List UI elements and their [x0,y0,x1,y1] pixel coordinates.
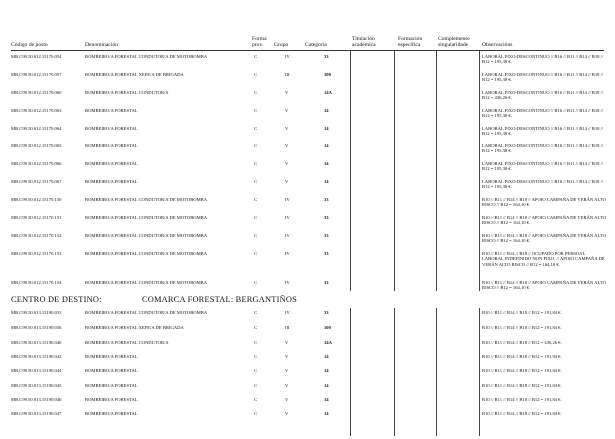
row-grupo: IV [285,215,290,220]
row-code: MR.C99.50.012.15170.154 [11,280,62,285]
row-categoria: 14 [324,368,329,373]
row-forma: C [254,280,258,285]
row-forma: C [254,397,258,402]
row-code: MR.C99.50.013.15190.033 [11,310,62,315]
row-categoria: 33 [324,251,329,256]
row-denominacion: BOMBEIRO/A FORESTAL [85,161,138,166]
row-grupo: IV [285,54,290,59]
column-rule [394,51,395,291]
header-observacions: Observacións [482,42,513,48]
row-denominacion: BOMBEIRO/A FORESTAL CONDUTOR/A DE MOTOBOMBA [85,251,208,256]
row-code: MR.C99.50.013.15190.047 [11,411,62,416]
row-grupo: V [285,179,289,184]
row-denominacion: BOMBEIRO/A FORESTAL CONDUTOR/A [85,340,169,345]
header-formacion: Formación específica [398,36,423,49]
row-denominacion: BOMBEIRO/A FORESTAL [85,397,138,402]
row-denominacion: BOMBEIRO/A FORESTAL [85,179,138,184]
row-categoria: 14 [324,179,329,184]
row-grupo: IV [285,251,290,256]
row-categoria: 14 [324,397,329,402]
row-code: MR.C99.50.013.15190.046 [11,397,62,402]
row-categoria: 14 [324,143,329,148]
row-forma: C [254,54,258,59]
row-grupo: V [285,354,289,359]
row-code: MR.C99.50.012.15170.152 [11,233,62,238]
row-forma: C [254,215,258,220]
row-observacions: B10 // B11 // B14 // B18 // B12 = 191,84 €. [482,354,562,359]
row-categoria: 14 [324,411,329,416]
row-observacions: B10 // B11 // B14 // B18 // OCUPADO POR PERSOAL LABORAL INDEFINIDO NON FIXO. // APOIO CAMPAÑA DE VERÁN ALTO RISCO // B12 = 164,10 €. [482,251,605,267]
row-forma: C [254,197,258,202]
row-denominacion: BOMBEIRO/A FORESTAL XEFE/A DE BRIGADA [85,72,184,77]
row-grupo: V [285,126,289,131]
row-forma: C [254,161,258,166]
row-categoria: 33 [324,54,329,59]
row-denominacion: BOMBEIRO/A FORESTAL CONDUTOR/A DE MOTOBOMBA [85,233,208,238]
row-grupo: III [285,72,290,77]
row-categoria: 33 [324,215,329,220]
row-categoria: 14 [324,126,329,131]
header-complemento: Complemento singularidade [438,36,470,49]
column-rule [436,51,437,291]
row-categoria: 33 [324,233,329,238]
row-code: MR.C99.50.012.15170.054 [11,54,62,59]
row-denominacion: BOMBEIRO/A FORESTAL [85,368,138,373]
row-observacions: B10 // B11 // B14 // B18 // B12 = 191,84 €. [482,368,562,373]
row-categoria: 14A [324,340,332,345]
row-grupo: V [285,383,289,388]
row-forma: C [254,90,258,95]
row-denominacion: BOMBEIRO/A FORESTAL [85,383,138,388]
row-code: MR.C99.50.013.15190.045 [11,383,62,388]
column-rule [479,51,480,291]
header-titulacion: Titulación académica [352,36,376,49]
row-forma: C [254,354,258,359]
row-denominacion: BOMBEIRO/A FORESTAL CONDUTOR/A DE MOTOBOMBA [85,215,208,220]
row-categoria: 33 [324,280,329,285]
row-categoria: 100 [324,72,331,77]
row-observacions: B10 // B11 // B14 // B18 // B12 = 191,84 €. [482,383,562,388]
row-denominacion: BOMBEIRO/A FORESTAL [85,143,138,148]
row-categoria: 14 [324,108,329,113]
row-categoria: 14A [324,90,332,95]
header-categoria: Categoría [305,42,327,48]
header-codigo: Código de posto [11,42,48,48]
row-observacions: B10 // B11 // B14 // B18 // B12 = 191,84 €. [482,325,562,330]
column-rule [479,308,480,436]
row-denominacion: BOMBEIRO/A FORESTAL XEFE/A DE BRIGADA [85,325,184,330]
row-grupo: III [285,325,290,330]
row-categoria: 14 [324,354,329,359]
row-categoria: 33 [324,310,329,315]
column-rule [436,308,437,436]
header-grupo: Grupo [274,42,289,48]
row-observacions: B10 // B11 // B14 // B18 // APOIO CAMPAÑA DE VERÁN ALTO RISCO // B12 = 164,10 €. [482,233,606,244]
row-observacions: B10 // B11 // B14 // B18 // APOIO CAMPAÑA DE VERÁN ALTO RISCO // B12 = 164,10 €. [482,280,606,291]
row-grupo: V [285,108,289,113]
row-observacions: B10 // B11 // B14 // B18 // APOIO CAMPAÑA DE VERÁN ALTO RISCO // B12 = 164,10 €. [482,215,606,226]
section-value: COMARCA FORESTAL: BERGANTIÑOS [142,295,297,304]
column-rule [350,308,351,436]
row-forma: C [254,310,258,315]
column-rule [394,308,395,436]
row-denominacion: BOMBEIRO/A FORESTAL CONDUTOR/A DE MOTOBOMBA [85,310,208,315]
row-observacions: B10 // B11 // B14 // B18 // APOIO CAMPAÑA DE VERÁN ALTO RISCO // B12 = 164,10 €. [482,197,606,208]
row-grupo: V [285,143,289,148]
row-grupo: V [285,368,289,373]
row-forma: C [254,126,258,131]
row-denominacion: BOMBEIRO/A FORESTAL [85,354,138,359]
row-code: MR.C99.50.012.15170.063 [11,108,62,113]
row-denominacion: BOMBEIRO/A FORESTAL [85,108,138,113]
row-categoria: 14 [324,161,329,166]
row-observacions: LABORAL FIXO-DESCONTINUO // B16 // B11 // B14 // B18 // B12 = 195,38 €. [482,54,604,65]
row-grupo: V [285,397,289,402]
row-categoria: 100 [324,325,331,330]
row-grupo: V [285,161,289,166]
row-categoria: 33 [324,197,329,202]
header-forma: Forma prov. [252,36,267,49]
row-grupo: V [285,411,289,416]
row-observacions: LABORAL FIXO-DESCONTINUO // B16 // B11 // B14 // B18 // B12 = 195,38 €. [482,108,604,119]
row-observacions: LABORAL FIXO-DESCONTINUO // B16 // B11 // B14 // B18 // B12 = 436,26 €. [482,90,604,101]
row-observacions: LABORAL FIXO-DESCONTINUO // B16 // B11 // B14 // B18 // B12 = 195,38 €. [482,143,604,154]
header-rule [11,50,604,51]
row-forma: C [254,72,258,77]
row-observacions: B10 // B11 // B14 // B18 // B12 = 436,26 €. [482,340,562,345]
row-categoria: 14 [324,383,329,388]
row-code: MR.C99.50.013.15190.036 [11,325,62,330]
row-forma: C [254,179,258,184]
row-code: MR.C99.50.012.15170.065 [11,143,62,148]
row-observacions: B10 // B11 // B14 // B18 // B12 = 191,84 €. [482,397,562,402]
row-code: MR.C99.50.013.15190.043 [11,354,62,359]
row-denominacion: BOMBEIRO/A FORESTAL [85,126,138,131]
row-code: MR.C99.50.013.15190.040 [11,340,62,345]
row-forma: C [254,108,258,113]
row-code: MR.C99.50.012.15170.067 [11,179,62,184]
row-grupo: V [285,340,289,345]
row-denominacion: BOMBEIRO/A FORESTAL CONDUTOR/A DE MOTOBOMBA [85,197,208,202]
row-grupo: IV [285,197,290,202]
row-forma: C [254,325,258,330]
row-code: MR.C99.50.013.15190.044 [11,368,62,373]
section-label: CENTRO DE DESTINO: [11,295,102,304]
row-grupo: IV [285,280,290,285]
header-denominacion: Denominación [85,42,118,48]
row-code: MR.C99.50.012.15170.066 [11,161,62,166]
row-observacions: LABORAL FIXO-DESCONTINUO // B16 // B11 // B14 // B18 // B12 = 195,38 €. [482,179,604,190]
row-grupo: IV [285,233,290,238]
row-code: MR.C99.50.012.15170.151 [11,215,62,220]
row-code: MR.C99.50.012.15170.064 [11,126,62,131]
row-grupo: IV [285,310,290,315]
row-observacions: LABORAL FIXO-DESCONTINUO // B16 // B11 // B14 // B18 // B12 = 195,38 €. [482,161,604,172]
row-forma: C [254,340,258,345]
row-code: MR.C99.50.012.15170.150 [11,197,62,202]
row-code: MR.C99.50.012.15170.060 [11,90,62,95]
row-observacions: LABORAL FIXO-DESCONTINUO // B16 // B11 // B14 // B18 // B12 = 195,38 €. [482,126,604,137]
row-forma: C [254,251,258,256]
row-denominacion: BOMBEIRO/A FORESTAL CONDUTOR/A DE MOTOBOMBA [85,280,208,285]
row-denominacion: BOMBEIRO/A FORESTAL [85,411,138,416]
row-forma: C [254,233,258,238]
row-denominacion: BOMBEIRO/A FORESTAL CONDUTOR/A [85,90,169,95]
row-code: MR.C99.50.012.15170.057 [11,72,62,77]
row-grupo: V [285,90,289,95]
row-forma: C [254,368,258,373]
row-forma: C [254,411,258,416]
column-rule [350,51,351,291]
row-code: MR.C99.50.012.15170.153 [11,251,62,256]
row-observacions: B10 // B11 // B14 // B18 // B12 = 191,84 €. [482,310,562,315]
row-forma: C [254,143,258,148]
row-observacions: B10 // B11 // B14 // B18 // B12 = 191,84 €. [482,411,562,416]
row-denominacion: BOMBEIRO/A FORESTAL CONDUTOR/A DE MOTOBOMBA [85,54,208,59]
row-forma: C [254,383,258,388]
row-observacions: LABORAL FIXO-DESCONTINUO // B16 // B11 // B14 // B18 // B12 = 195,38 €. [482,72,604,83]
